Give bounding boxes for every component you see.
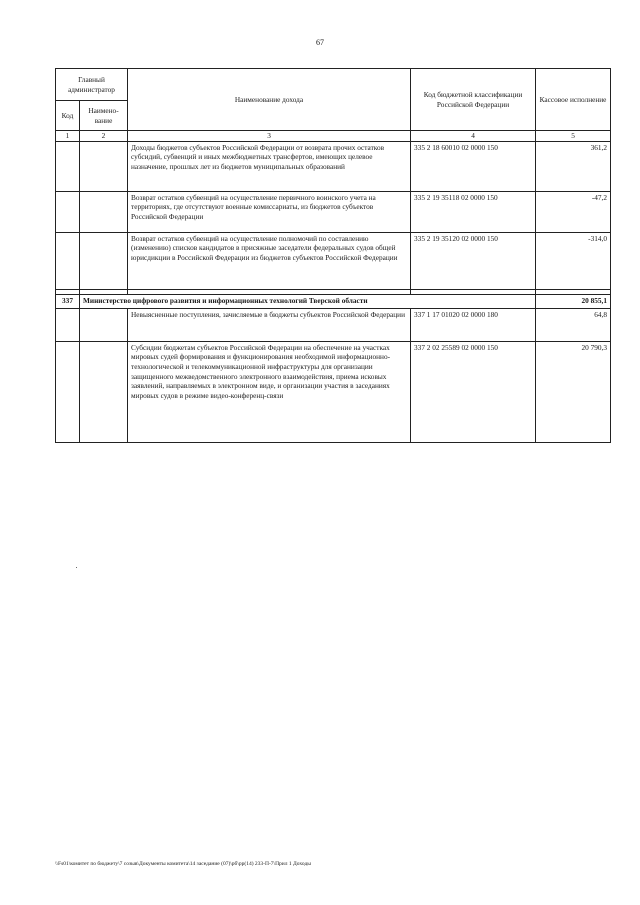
row-amount: 64,8 (536, 308, 611, 341)
column-index: 1 (56, 131, 80, 142)
row-budget-code: 337 1 17 01020 02 0000 180 (411, 308, 536, 341)
row-income-name: Возврат остатков субвенций на осуществление первичного воинского учета на территориях, где отсутствуют военные комиссариаты, из бюджетов субъектов Российской Федерации (128, 191, 411, 232)
row-admin-code (56, 141, 80, 191)
row-amount: -47,2 (536, 191, 611, 232)
ministry-name: Министерство цифрового развития и информационных технологий Тверской области (80, 294, 536, 308)
row-admin-name (80, 191, 128, 232)
row-income-name: Доходы бюджетов субъектов Российской Федерации от возврата прочих остатков субсидий, субвенций и иных межбюджетных трансфертов, имеющих целевое назначение, прошлых лет из бюджетов муниципальных образований (128, 141, 411, 191)
header-code: Код (56, 101, 80, 131)
column-index-row (56, 131, 611, 142)
row-budget-code: 335 2 18 60010 02 0000 150 (411, 141, 536, 191)
column-index: 3 (128, 131, 411, 142)
row-admin-name (80, 141, 128, 191)
table-row (56, 232, 611, 289)
income-table (55, 68, 611, 443)
row-income-name: Субсидии бюджетам субъектов Российской Федерации на обеспечение на участках мировых судей формирования и функционирования необходимой информационно-технологической и телекоммуникационной инфраструктуры для организации защищенного межведомственного электронного взаимодействия, приема исковых заявлений, направляемых в электронном виде, и организации участия в заседаниях мировых судов в режиме видео-конференц-связи (128, 341, 411, 442)
row-admin-code (56, 232, 80, 289)
row-budget-code: 335 2 19 35118 02 0000 150 (411, 191, 536, 232)
header-execution: Кассовое исполнение (536, 69, 611, 131)
row-admin-code (56, 191, 80, 232)
header-chief-admin: Главный администратор (56, 69, 128, 101)
header-row-top (56, 69, 611, 101)
footer-file-path: \\Fs01\комитет по бюджету\7 созыв\Документы комитета\14 заседание (07)\рб\рр(14) 233-П-7\Прил 1 Доходы (55, 861, 311, 867)
row-income-name: Возврат остатков субвенций на осуществление полномочий по составлению (изменению) списков кандидатов в присяжные заседатели федеральных судов общей юрисдикции в Российской Федерации из бюджетов субъектов Российской Федерации (128, 232, 411, 289)
table-row (56, 141, 611, 191)
column-index: 5 (536, 131, 611, 142)
header-income-name: Наименование дохода (128, 69, 411, 131)
scan-speck (76, 567, 77, 568)
row-income-name: Невыясненные поступления, зачисляемые в бюджеты субъектов Российской Федерации (128, 308, 411, 341)
row-admin-code (56, 341, 80, 442)
row-admin-name (80, 341, 128, 442)
header-budget-code: Код бюджетной классификации Российской Федерации (411, 69, 536, 131)
header-admin-name: Наимено-вание (80, 101, 128, 131)
table-row (56, 341, 611, 442)
row-amount: 20 790,3 (536, 341, 611, 442)
column-index: 4 (411, 131, 536, 142)
table-row (56, 308, 611, 341)
row-amount: -314,0 (536, 232, 611, 289)
row-amount: 361,2 (536, 141, 611, 191)
row-admin-name (80, 308, 128, 341)
row-admin-name (80, 232, 128, 289)
ministry-amount: 20 855,1 (536, 294, 611, 308)
ministry-code: 337 (56, 294, 80, 308)
table-row (56, 191, 611, 232)
row-admin-code (56, 308, 80, 341)
row-budget-code: 335 2 19 35120 02 0000 150 (411, 232, 536, 289)
row-budget-code: 337 2 02 25589 02 0000 150 (411, 341, 536, 442)
ministry-row (56, 294, 611, 308)
column-index: 2 (80, 131, 128, 142)
page-number: 67 (316, 38, 324, 47)
